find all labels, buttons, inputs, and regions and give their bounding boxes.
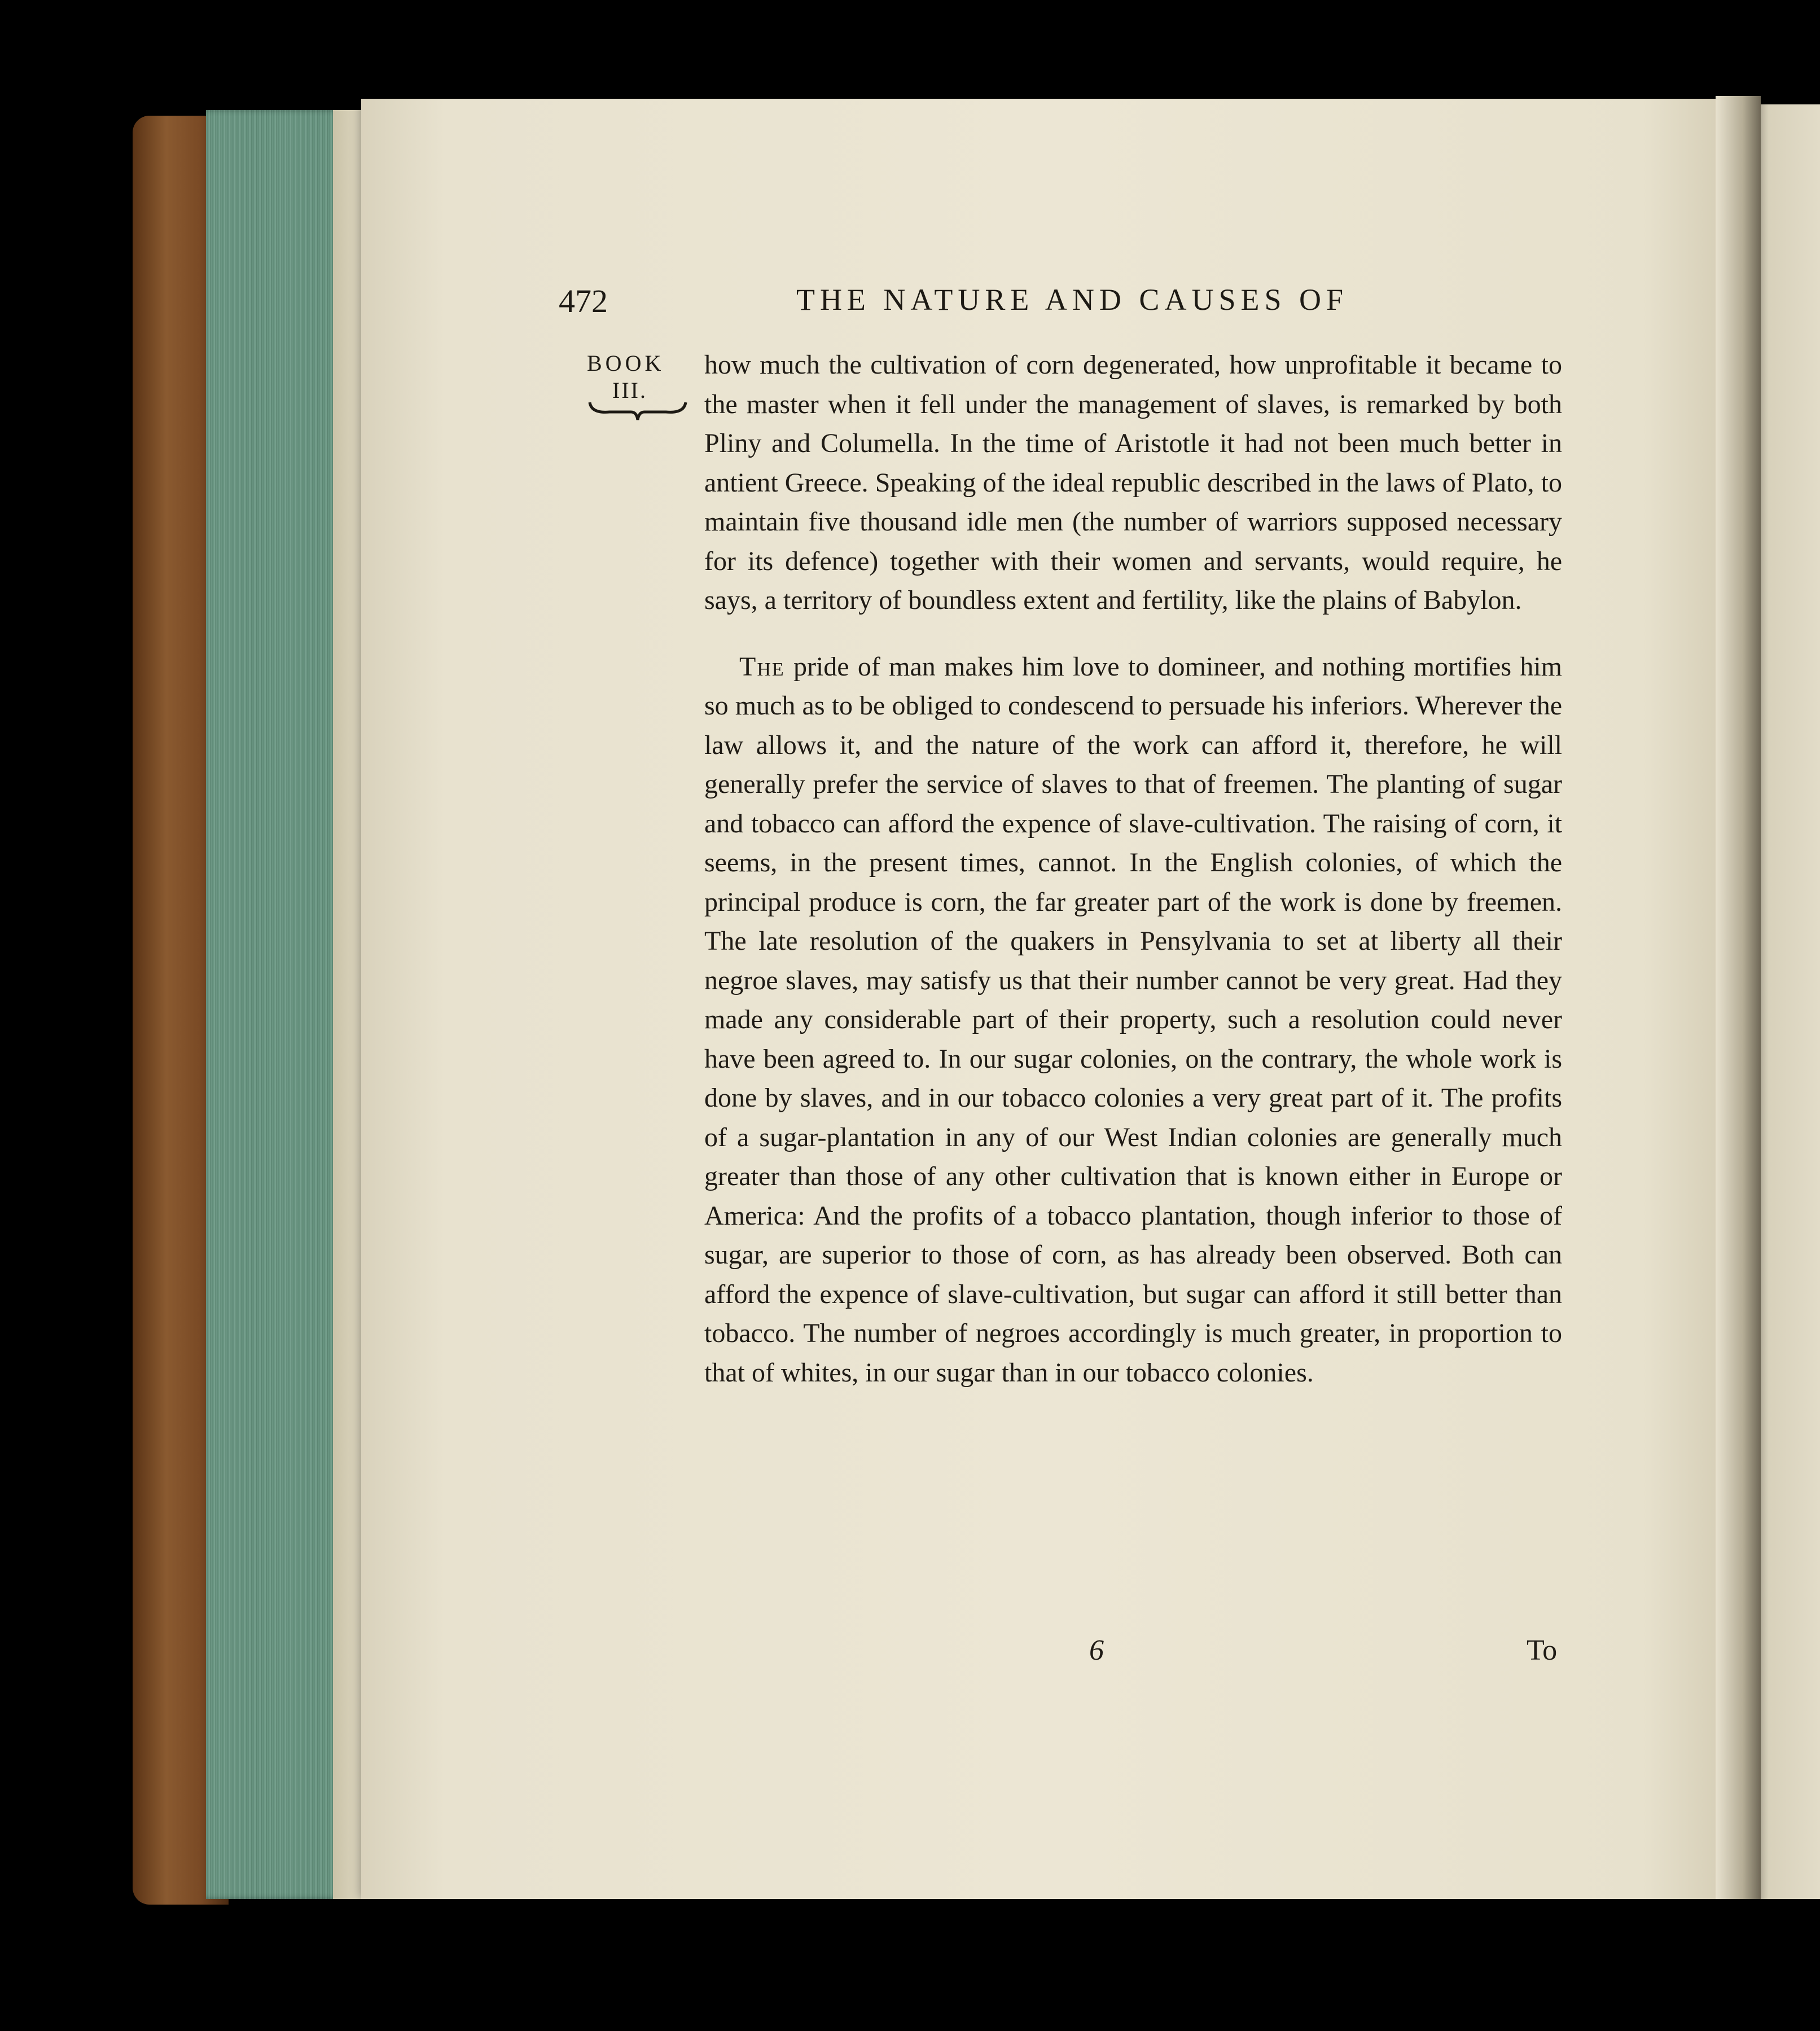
paragraph-2-lead: The (739, 651, 785, 682)
signature-mark: 6 (1089, 1634, 1104, 1666)
page-gutter-shadow (1716, 96, 1761, 1899)
paragraph-1 (704, 345, 1562, 620)
page-edge-inner (333, 110, 364, 1899)
catchword: To (1527, 1634, 1558, 1666)
paragraph-2 (704, 647, 1562, 1393)
body-text (704, 345, 1562, 1392)
sidenote-book-label: BOOK (587, 350, 665, 376)
running-header: THE NATURE AND CAUSES OF (796, 283, 1349, 317)
brace-icon (587, 400, 688, 422)
page-number: 472 (559, 283, 608, 319)
paragraph-2-text: pride of man makes him love to domineer, and nothing mortifies him so much as to be obliged to condescend to persuade his inferiors. Wherever the law allows it, and the nature of the work can afford it, therefore, he will generally prefer the service of slaves to that of freemen. The planting of sugar and tobacco can afford the expence of slave-cultivation. The raising of corn, it seems, in the present times, cannot. In the English colonies, of which the principal produce is corn, the far greater part of the work is done by freemen. The late resolution of the quakers in Pensylvania to set at liberty all their negroe slaves, may satisfy us that their number cannot be very great. Had they made any considerable part of their property, such a resolution could never have been agreed to. In our sugar colonies, on the contrary, the whole work is done by slaves, and in our tobacco colonies a very great part of it. The profits of a sugar-plantation in any of our West Indian colonies are generally much greater than those of any other cultivation that is known either in Europe or America: And the profits of a tobacco plantation, though inferior to those of sugar, are superior to those of corn, as has already been observed. Both can afford the expence of slave-cultivation, but sugar can afford it still better than tobacco. The number of negroes accordingly is much greater, in proportion to that of whites, in our sugar than in our tobacco colonies. (704, 651, 1562, 1388)
sidenote-volume-label: III. (612, 378, 647, 403)
paragraph-1-text: how much the cultivation of corn degenerated, how unprofitable it became to the master when it fell under the management of slaves, is remarked by both Pliny and Columella. In the time of Aristotle it had not been much better in antient Greece. Speaking of the ideal republic described in the laws of Plato, to maintain five thousand idle men (the number of warriors supposed necessary for its defence) together with their women and servants, would require, he says, a territory of boundless extent and fertility, like the plains of Babylon. (704, 350, 1562, 615)
